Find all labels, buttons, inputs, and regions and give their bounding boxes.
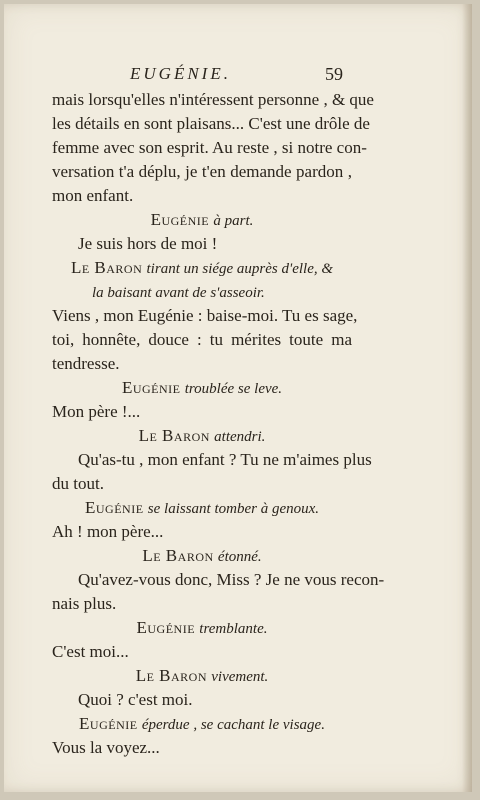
text-line: Vous la voyez... [52, 738, 160, 757]
speaker-name: Le Baron [135, 666, 207, 685]
text-line: C'est moi... [52, 642, 129, 661]
speaker-name: Eugénie [84, 498, 144, 517]
speaker-name: Eugénie [150, 210, 210, 229]
speaker-heading [52, 424, 352, 448]
stage-direction-line [52, 280, 352, 304]
speaker-name: Eugénie [121, 378, 181, 397]
stage-direction: tirant un siége auprès d'elle, & [146, 261, 334, 277]
speaker-heading [52, 256, 352, 280]
page-text [52, 64, 385, 760]
text-line: toi, honnête, douce : tu mérites toute ma [52, 330, 352, 349]
speaker-heading [52, 376, 352, 400]
stage-direction: à part. [213, 213, 254, 229]
page-spine-shadow [462, 4, 472, 792]
speaker-name: Le Baron [70, 258, 143, 277]
speaker-name: Le Baron [142, 546, 214, 565]
text-line: Je suis hors de moi ! [78, 234, 218, 253]
speaker-name: Le Baron [138, 426, 210, 445]
text-line: Qu'avez-vous donc, Miss ? Je ne vous recon- [78, 570, 385, 589]
speaker-heading [52, 664, 352, 688]
stage-direction: étonné. [217, 549, 262, 565]
stage-direction: se laissant tomber à genoux. [147, 501, 320, 517]
text-line: nais plus. [52, 594, 117, 613]
speaker-name: Eugénie [136, 618, 196, 637]
text-line: du tout. [52, 474, 104, 493]
stage-direction: troublée se leve. [184, 381, 283, 397]
stage-direction: la baisant avant de s'asseoir. [92, 285, 265, 301]
speaker-name: Eugénie [79, 714, 138, 733]
stage-direction: tremblante. [199, 621, 268, 637]
text-line: mon enfant. [52, 186, 134, 205]
stage-direction: vivement. [211, 669, 269, 685]
speaker-heading [52, 712, 352, 736]
text-line: Viens , mon Eugénie : baise-moi. Tu es sage, [52, 306, 358, 325]
stage-direction: éperdue , se cachant le visage. [141, 717, 325, 733]
text-line: Quoi ? c'est moi. [78, 690, 193, 709]
text-line: tendresse. [52, 354, 120, 373]
text-line: Mon père !... [52, 402, 141, 421]
page-number: 59 [325, 64, 343, 84]
text-line: mais lorsqu'elles n'intéressent personne , & que [52, 90, 374, 109]
speaker-heading [52, 616, 352, 640]
text-line: Ah ! mon père... [52, 522, 164, 541]
text-line: versation t'a déplu, je t'en demande pardon , [52, 162, 352, 181]
running-head: EUGÉNIE. [130, 64, 231, 83]
speaker-heading [52, 208, 352, 232]
text-line: femme avec son esprit. Au reste , si notre con- [52, 138, 367, 157]
page-header [52, 64, 352, 88]
text-line: les détails en sont plaisans... C'est une drôle de [52, 114, 370, 133]
stage-direction: attendri. [214, 429, 266, 445]
speaker-heading [52, 496, 352, 520]
text-line: Qu'as-tu , mon enfant ? Tu ne m'aimes plus [78, 450, 372, 469]
speaker-heading [52, 544, 352, 568]
book-page [4, 4, 472, 792]
